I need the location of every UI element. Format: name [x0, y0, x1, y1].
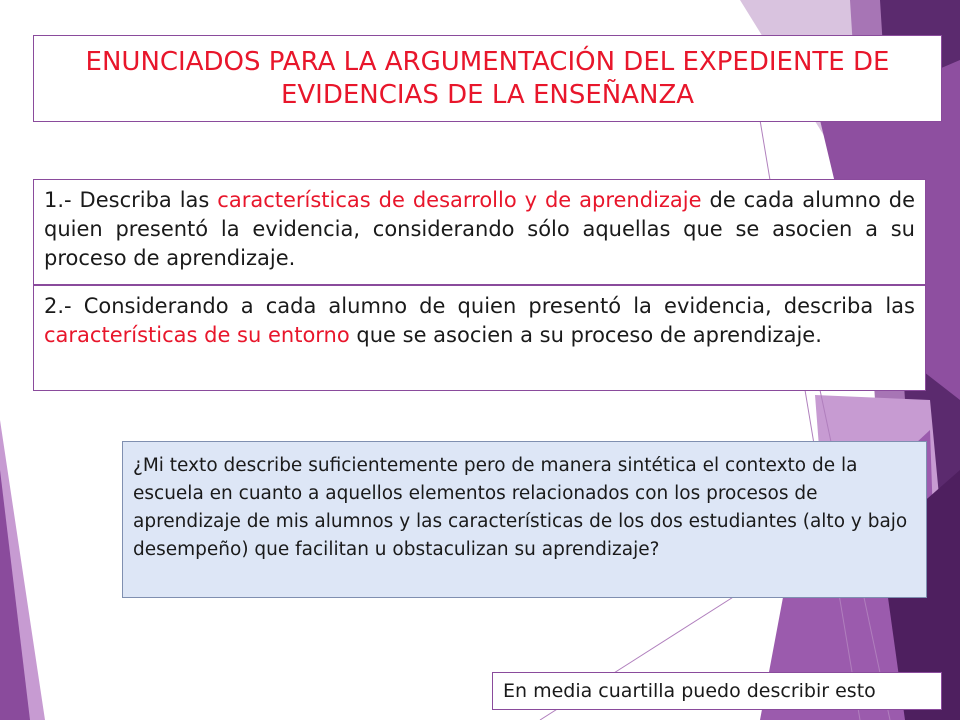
statement-1-prefix: 1.- Describa las [44, 188, 218, 212]
length-note-text: En media cuartilla puedo describir esto [503, 680, 876, 702]
slide-title-text: ENUNCIADOS PARA LA ARGUMENTACIÓN DEL EXPEDIENTE DE EVIDENCIAS DE LA ENSEÑANZA [85, 46, 890, 110]
length-note [492, 672, 942, 710]
statement-2-highlight: características de su entorno [44, 323, 350, 347]
statement-1-highlight: características de desarrollo y de aprendizaje [217, 188, 702, 212]
reflection-question-text: ¿Mi texto describe suficientemente pero de manera sintética el contexto de la escuela en cuanto a aquellos elementos relacionados con los procesos de aprendizaje de mis alumnos y las características de los dos estudiantes (alto y bajo desempeño) que facilitan u obstaculizan su aprendizaje? [133, 455, 908, 560]
statement-2-suffix: que se asocien a su proceso de aprendizaje. [349, 323, 822, 347]
statement-1-suffix: de cada alumno de quien presentó la evidencia, considerando sólo aquellas que se asocien a su proceso de aprendizaje. [44, 188, 915, 270]
reflection-question [122, 441, 927, 598]
statement-2-prefix: 2.- Considerando a cada alumno de quien presentó la evidencia, describa las [44, 294, 915, 318]
statement-1 [33, 179, 926, 285]
slide-title [33, 35, 942, 122]
statement-2 [33, 285, 926, 391]
